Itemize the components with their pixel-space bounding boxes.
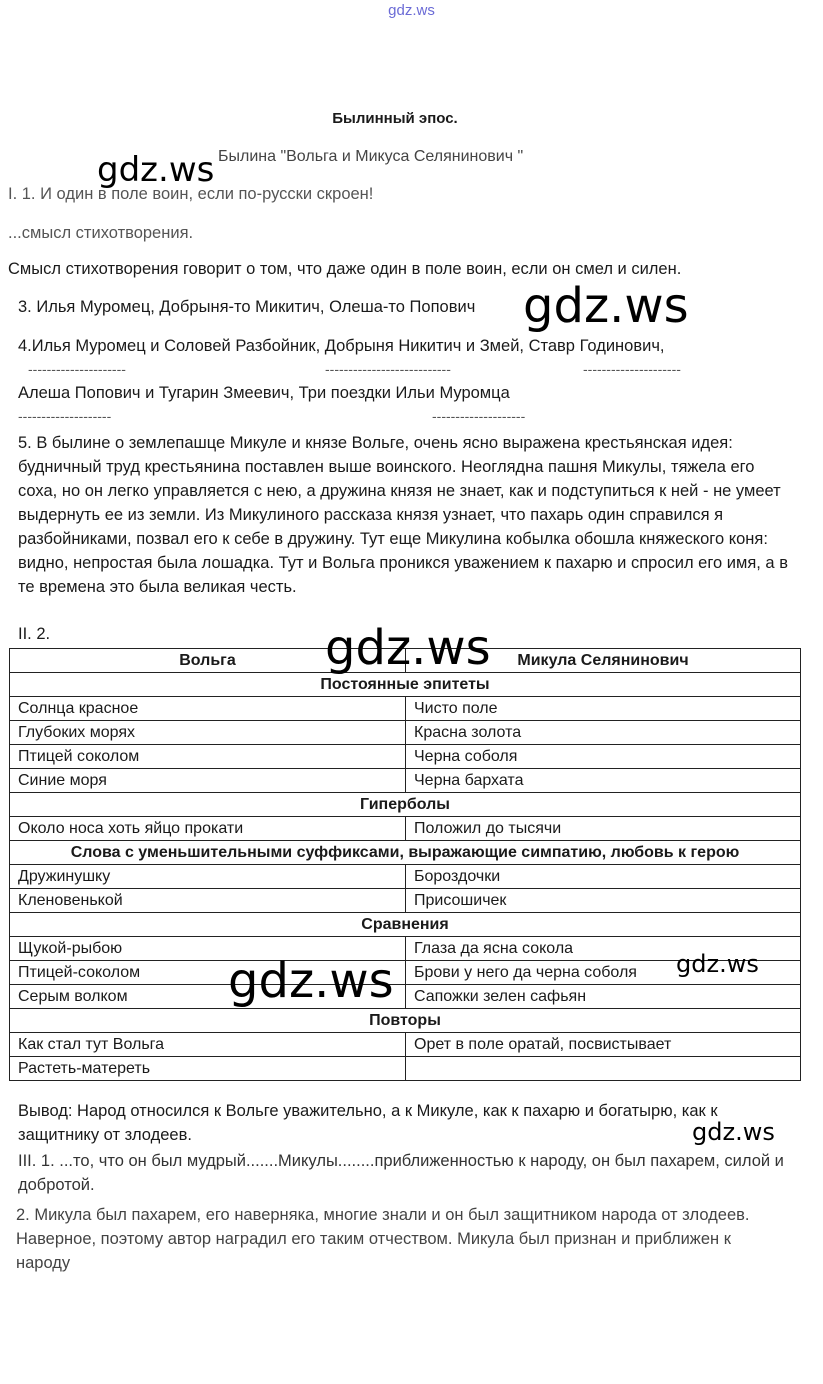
cell-volga: Щукой-рыбою: [10, 937, 406, 961]
cell-volga: Птицей-соколом: [10, 961, 406, 985]
section-title: Гиперболы: [10, 793, 801, 817]
section-row: [10, 841, 801, 865]
section-title: Слова с уменьшительными суффиксами, выражающие симпатию, любовь к герою: [10, 841, 801, 865]
dash-underline: ---------------------: [28, 361, 126, 377]
table-row: [10, 721, 801, 745]
item-4b: Алеша Попович и Тугарин Змеевич, Три поездки Ильи Муромца: [18, 384, 510, 402]
table-row: [10, 745, 801, 769]
section-row: [10, 1009, 801, 1033]
page-title: Былинный эпос.: [332, 110, 458, 127]
comparison-table: [9, 648, 801, 1081]
item-5-paragraph: 5. В былине о землепашце Микуле и князе Вольге, очень ясно выражена крестьянская идея: будничный труд крестьянина поставлен выше воинского. Неоглядна пашня Микулы, тяжела его соха, но он легко управляется с нею, а дружина князя не знает, как и подступиться к ней - не умеет выдернуть ее из земли. Из Микулиного рассказа князя узнает, что пахарь один справился я разбойниками, позвал его к себе в дружину. Тут еще Микулина кобылка обошла княжеского коня: видно, непростая была лошадка. Тут и Вольга проникся уважением к пахарю и спросил его имя, а в те времена это была великая честь.: [18, 434, 788, 596]
cell-mikula: Положил до тысячи: [406, 817, 801, 841]
section-row: [10, 913, 801, 937]
cell-volga: Солнца красное: [10, 697, 406, 721]
cell-mikula: Сапожки зелен сафьян: [406, 985, 801, 1009]
table-row: [10, 817, 801, 841]
section-title: Постоянные эпитеты: [10, 673, 801, 697]
column-header: Микула Селянинович: [406, 649, 801, 673]
part-3-item-1: III. 1. ...то, что он был мудрый.......Микулы........приближенностью к народу, он был пахарем, силой и добротой.: [18, 1152, 784, 1194]
table-row: [10, 889, 801, 913]
dash-underline: ---------------------: [583, 361, 681, 377]
cell-volga: Растеть-матереть: [10, 1057, 406, 1081]
table-row: [10, 1057, 801, 1081]
conclusion: Вывод: Народ относился к Вольге уважительно, а к Микуле, как к пахарю и богатырю, как к защитнику от злодеев.: [18, 1102, 718, 1144]
table-row: [10, 985, 801, 1009]
section-title: Повторы: [10, 1009, 801, 1033]
column-header: Вольга: [10, 649, 406, 673]
item-4: 4.Илья Муромец и Соловей Разбойник, Добрыня Никитич и Змей, Ставр Годинович,: [18, 337, 665, 355]
cell-volga: Синие моря: [10, 769, 406, 793]
dash-underline: ---------------------------: [325, 361, 451, 377]
watermark: gdz.ws: [692, 1118, 775, 1146]
watermark: gdz.ws: [228, 953, 394, 1009]
cell-mikula: Брови у него да черна соболя: [406, 961, 801, 985]
cell-volga: Как стал тут Вольга: [10, 1033, 406, 1057]
item-3: 3. Илья Муромец, Добрыня-то Микитич, Олеша-то Попович: [18, 298, 476, 316]
cell-mikula: Глаза да ясна сокола: [406, 937, 801, 961]
cell-mikula: Чисто поле: [406, 697, 801, 721]
cell-volga: Дружинушку: [10, 865, 406, 889]
cell-volga: Около носа хоть яйцо прокати: [10, 817, 406, 841]
dash-underline: --------------------: [432, 408, 526, 424]
cell-volga: Серым волком: [10, 985, 406, 1009]
watermark: gdz.ws: [325, 620, 491, 676]
watermark: gdz.ws: [676, 950, 759, 978]
cell-mikula: Орет в поле оратай, посвистывает: [406, 1033, 801, 1057]
item-1: I. 1. И один в поле воин, если по-русски скроен!: [8, 185, 374, 203]
table-row: [10, 769, 801, 793]
cell-mikula: Присошичек: [406, 889, 801, 913]
page-subtitle: Былина "Вольга и Микуса Селянинович ": [218, 148, 524, 165]
table-row: [10, 697, 801, 721]
section-title: Сравнения: [10, 913, 801, 937]
section-2-label: II. 2.: [18, 625, 51, 643]
cell-volga: Кленовенькой: [10, 889, 406, 913]
table-row: [10, 1033, 801, 1057]
site-header-link[interactable]: gdz.ws: [388, 2, 435, 19]
table-row: [10, 865, 801, 889]
cell-mikula: Бороздочки: [406, 865, 801, 889]
cell-mikula: Черна соболя: [406, 745, 801, 769]
cell-mikula: Красна золота: [406, 721, 801, 745]
cell-mikula: Черна бархата: [406, 769, 801, 793]
watermark: gdz.ws: [97, 150, 215, 190]
section-row: [10, 673, 801, 697]
item-1b: ...смысл стихотворения.: [8, 224, 194, 242]
dash-underline: --------------------: [18, 408, 112, 424]
watermark: gdz.ws: [523, 278, 689, 334]
cell-mikula: [406, 1057, 801, 1081]
part-3-item-2: 2. Микула был пахарем, его наверняка, многие знали и он был защитником народа от злодеев. Наверное, поэтому автор наградил его таким отчеством. Микула был признан и приближен к народу: [16, 1206, 750, 1272]
cell-volga: Глубоких морях: [10, 721, 406, 745]
item-1c: Смысл стихотворения говорит о том, что даже один в поле воин, если он смел и силен.: [8, 260, 682, 278]
cell-volga: Птицей соколом: [10, 745, 406, 769]
section-row: [10, 793, 801, 817]
